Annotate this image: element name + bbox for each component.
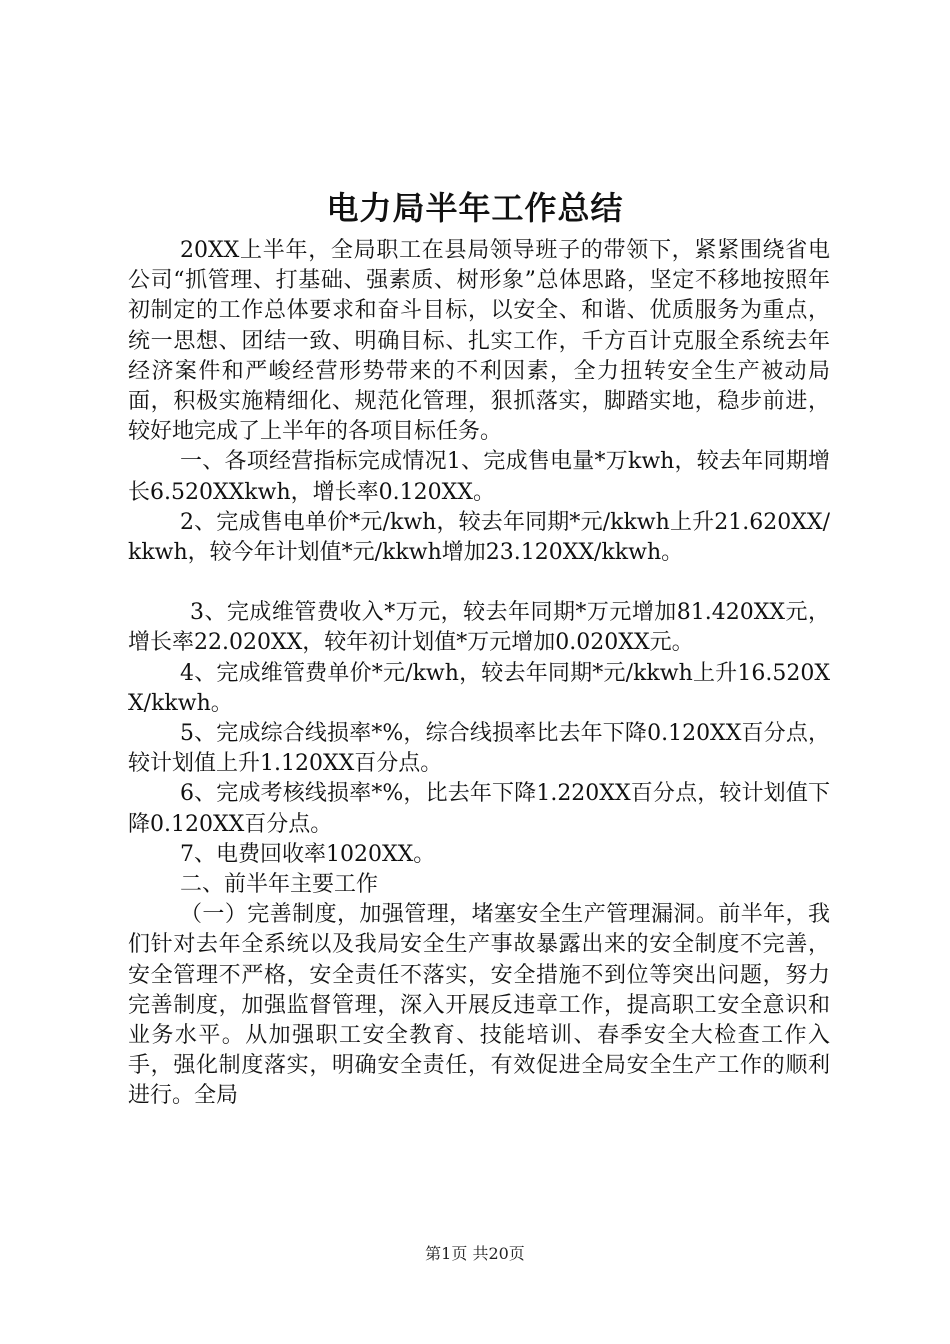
document-title: 电力局半年工作总结 (326, 189, 624, 227)
paragraph-item-5: 5、完成综合线损率*%，综合线损率比去年下降0.120XX百分点，较计划值上升1.120XX百分点。 (128, 721, 830, 777)
paragraph-intro: 20XX上半年，全局职工在县局领导班子的带领下，紧紧围绕省电公司“抓管理、打基础、强素质、树形象”总体思路，坚定不移地按照年初制定的工作总体要求和奋斗目标，以安全、和谐、优质服务为重点，统一思想、团结一致、明确目标、扎实工作，千方百计克服全系统去年经济案件和严峻经营形势带来的不利因素，全力扭转安全生产被动局面，积极实施精细化、规范化管理，狠抓落实，脚踏实地，稳步前进，较好地完成了上半年的各项目标任务。 (128, 238, 830, 445)
paragraph-subsection-1: （一）完善制度，加强管理，堵塞安全生产管理漏洞。前半年，我们针对去年全系统以及我局安全生产事故暴露出来的安全制度不完善，安全管理不严格，安全责任不落实，安全措施不到位等突出问题，努力完善制度，加强监督管理，深入开展反违章工作，提高职工安全意识和业务水平。从加强职工安全教育、技能培训、春季安全大检查工作入手，强化制度落实，明确安全责任，有效促进全局安全生产工作的顺利进行。全局 (128, 902, 830, 1109)
paragraph-section-1: 一、各项经营指标完成情况1、完成售电量*万kwh，较去年同期增长6.520XXkwh，增长率0.120XX。 (128, 449, 830, 505)
paragraph-gap (128, 568, 830, 598)
paragraph-item-3: 3、完成维管费收入*万元，较去年同期*万元增加81.420XX元，增长率22.020XX，较年初计划值*万元增加0.020XX元。 (128, 600, 830, 656)
paragraph-item-6: 6、完成考核线损率*%，比去年下降1.220XX百分点，较计划值下降0.120XX百分点。 (128, 781, 830, 837)
paragraph-item-4: 4、完成维管费单价*元/kwh，较去年同期*元/kkwh上升16.520XX/kkwh。 (128, 660, 830, 716)
paragraph-section-2: 二、前半年主要工作 (180, 872, 379, 898)
paragraph-item-2: 2、完成售电单价*元/kwh，较去年同期*元/kkwh上升21.620XX/kkwh，较今年计划值*元/kkwh增加23.120XX/kkwh。 (128, 509, 830, 566)
page-number: 第1页 共20页 (425, 1244, 525, 1263)
document-body (128, 236, 830, 1112)
paragraph-item-7: 7、电费回收率1020XX。 (180, 841, 436, 867)
